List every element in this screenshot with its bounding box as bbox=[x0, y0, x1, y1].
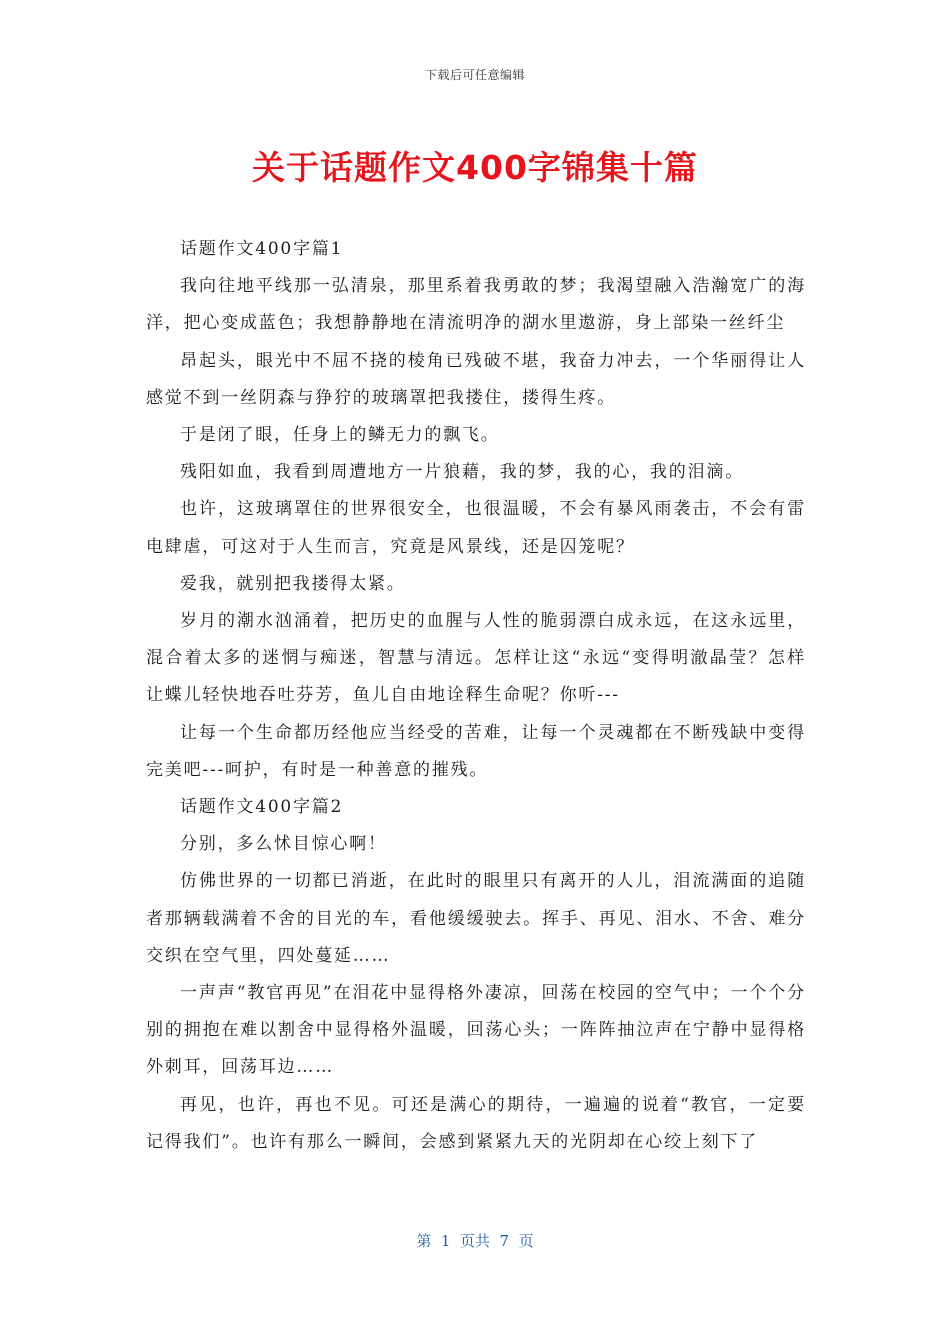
paragraph: 分别，多么怵目惊心啊！ bbox=[180, 834, 387, 855]
paragraph: 也许，这玻璃罩住的世界很安全，也很温暖，不会有暴风雨袭击，不会有雷电肆虐，可这对于人生而言，究竟是风景线，还是囚笼呢？ bbox=[146, 499, 806, 557]
paragraph: 我向往地平线那一弘清泉，那里系着我勇敢的梦；我渴望融入浩瀚宽广的海洋，把心变成蓝色；我想静静地在清流明净的湖水里遨游，身上部染一丝纤尘 bbox=[146, 276, 806, 334]
paragraph: 一声声“教官再见”在泪花中显得格外凄凉，回荡在校园的空气中；一个个分别的拥抱在难以割舍中显得格外温暖，回荡心头；一阵阵抽泣声在宁静中显得格外刺耳，回荡耳边…… bbox=[146, 983, 806, 1078]
paragraph: 让每一个生命都历经他应当经受的苦难，让每一个灵魂都在不断残缺中变得完美吧---呵护，有时是一种善意的摧残。 bbox=[146, 722, 806, 780]
paragraph: 岁月的潮水汹涌着，把历史的血腥与人性的脆弱漂白成永远，在这永远里，混合着太多的迷惘与痴迷，智慧与清远。怎样让这“永远“变得明澈晶莹？怎样让蝶儿轻快地吞吐芬芳，鱼儿自由地诠释生命呢？你听--- bbox=[146, 611, 806, 706]
section-heading: 话题作文400字篇2 bbox=[180, 797, 344, 818]
paragraph: 爱我，就别把我搂得太紧。 bbox=[180, 573, 406, 594]
document-title: 关于话题作文400字锦集十篇 bbox=[252, 148, 698, 187]
section-heading: 话题作文400字篇1 bbox=[180, 239, 344, 259]
paragraph: 仿佛世界的一切都已消逝，在此时的眼里只有离开的人儿，泪流满面的追随者那辆载满着不舍的目光的车，看他缓缓驶去。挥手、再见、泪水、不舍、难分交织在空气里，四处蔓延…… bbox=[146, 871, 806, 966]
page-number-footer: 第 1 页共 7 页 bbox=[416, 1232, 534, 1250]
paragraph: 再见，也许，再也不见。可还是满心的期待，一遍遍的说着“教官，一定要记得我们”。也许有那么一瞬间，会感到紧紧九天的光阴却在心绞上刻下了 bbox=[146, 1094, 806, 1152]
paragraph: 于是闭了眼，任身上的鳞无力的飘飞。 bbox=[180, 425, 500, 446]
paragraph: 残阳如血，我看到周遭地方一片狼藉，我的梦，我的心，我的泪滴。 bbox=[180, 462, 744, 483]
header-note: 下载后可任意编辑 bbox=[424, 68, 525, 82]
paragraph: 昂起头，眼光中不屈不挠的棱角已残破不堪，我奋力冲去，一个华丽得让人感觉不到一丝阴森与狰狞的玻璃罩把我搂住，搂得生疼。 bbox=[146, 350, 806, 408]
document-body bbox=[146, 231, 806, 1161]
